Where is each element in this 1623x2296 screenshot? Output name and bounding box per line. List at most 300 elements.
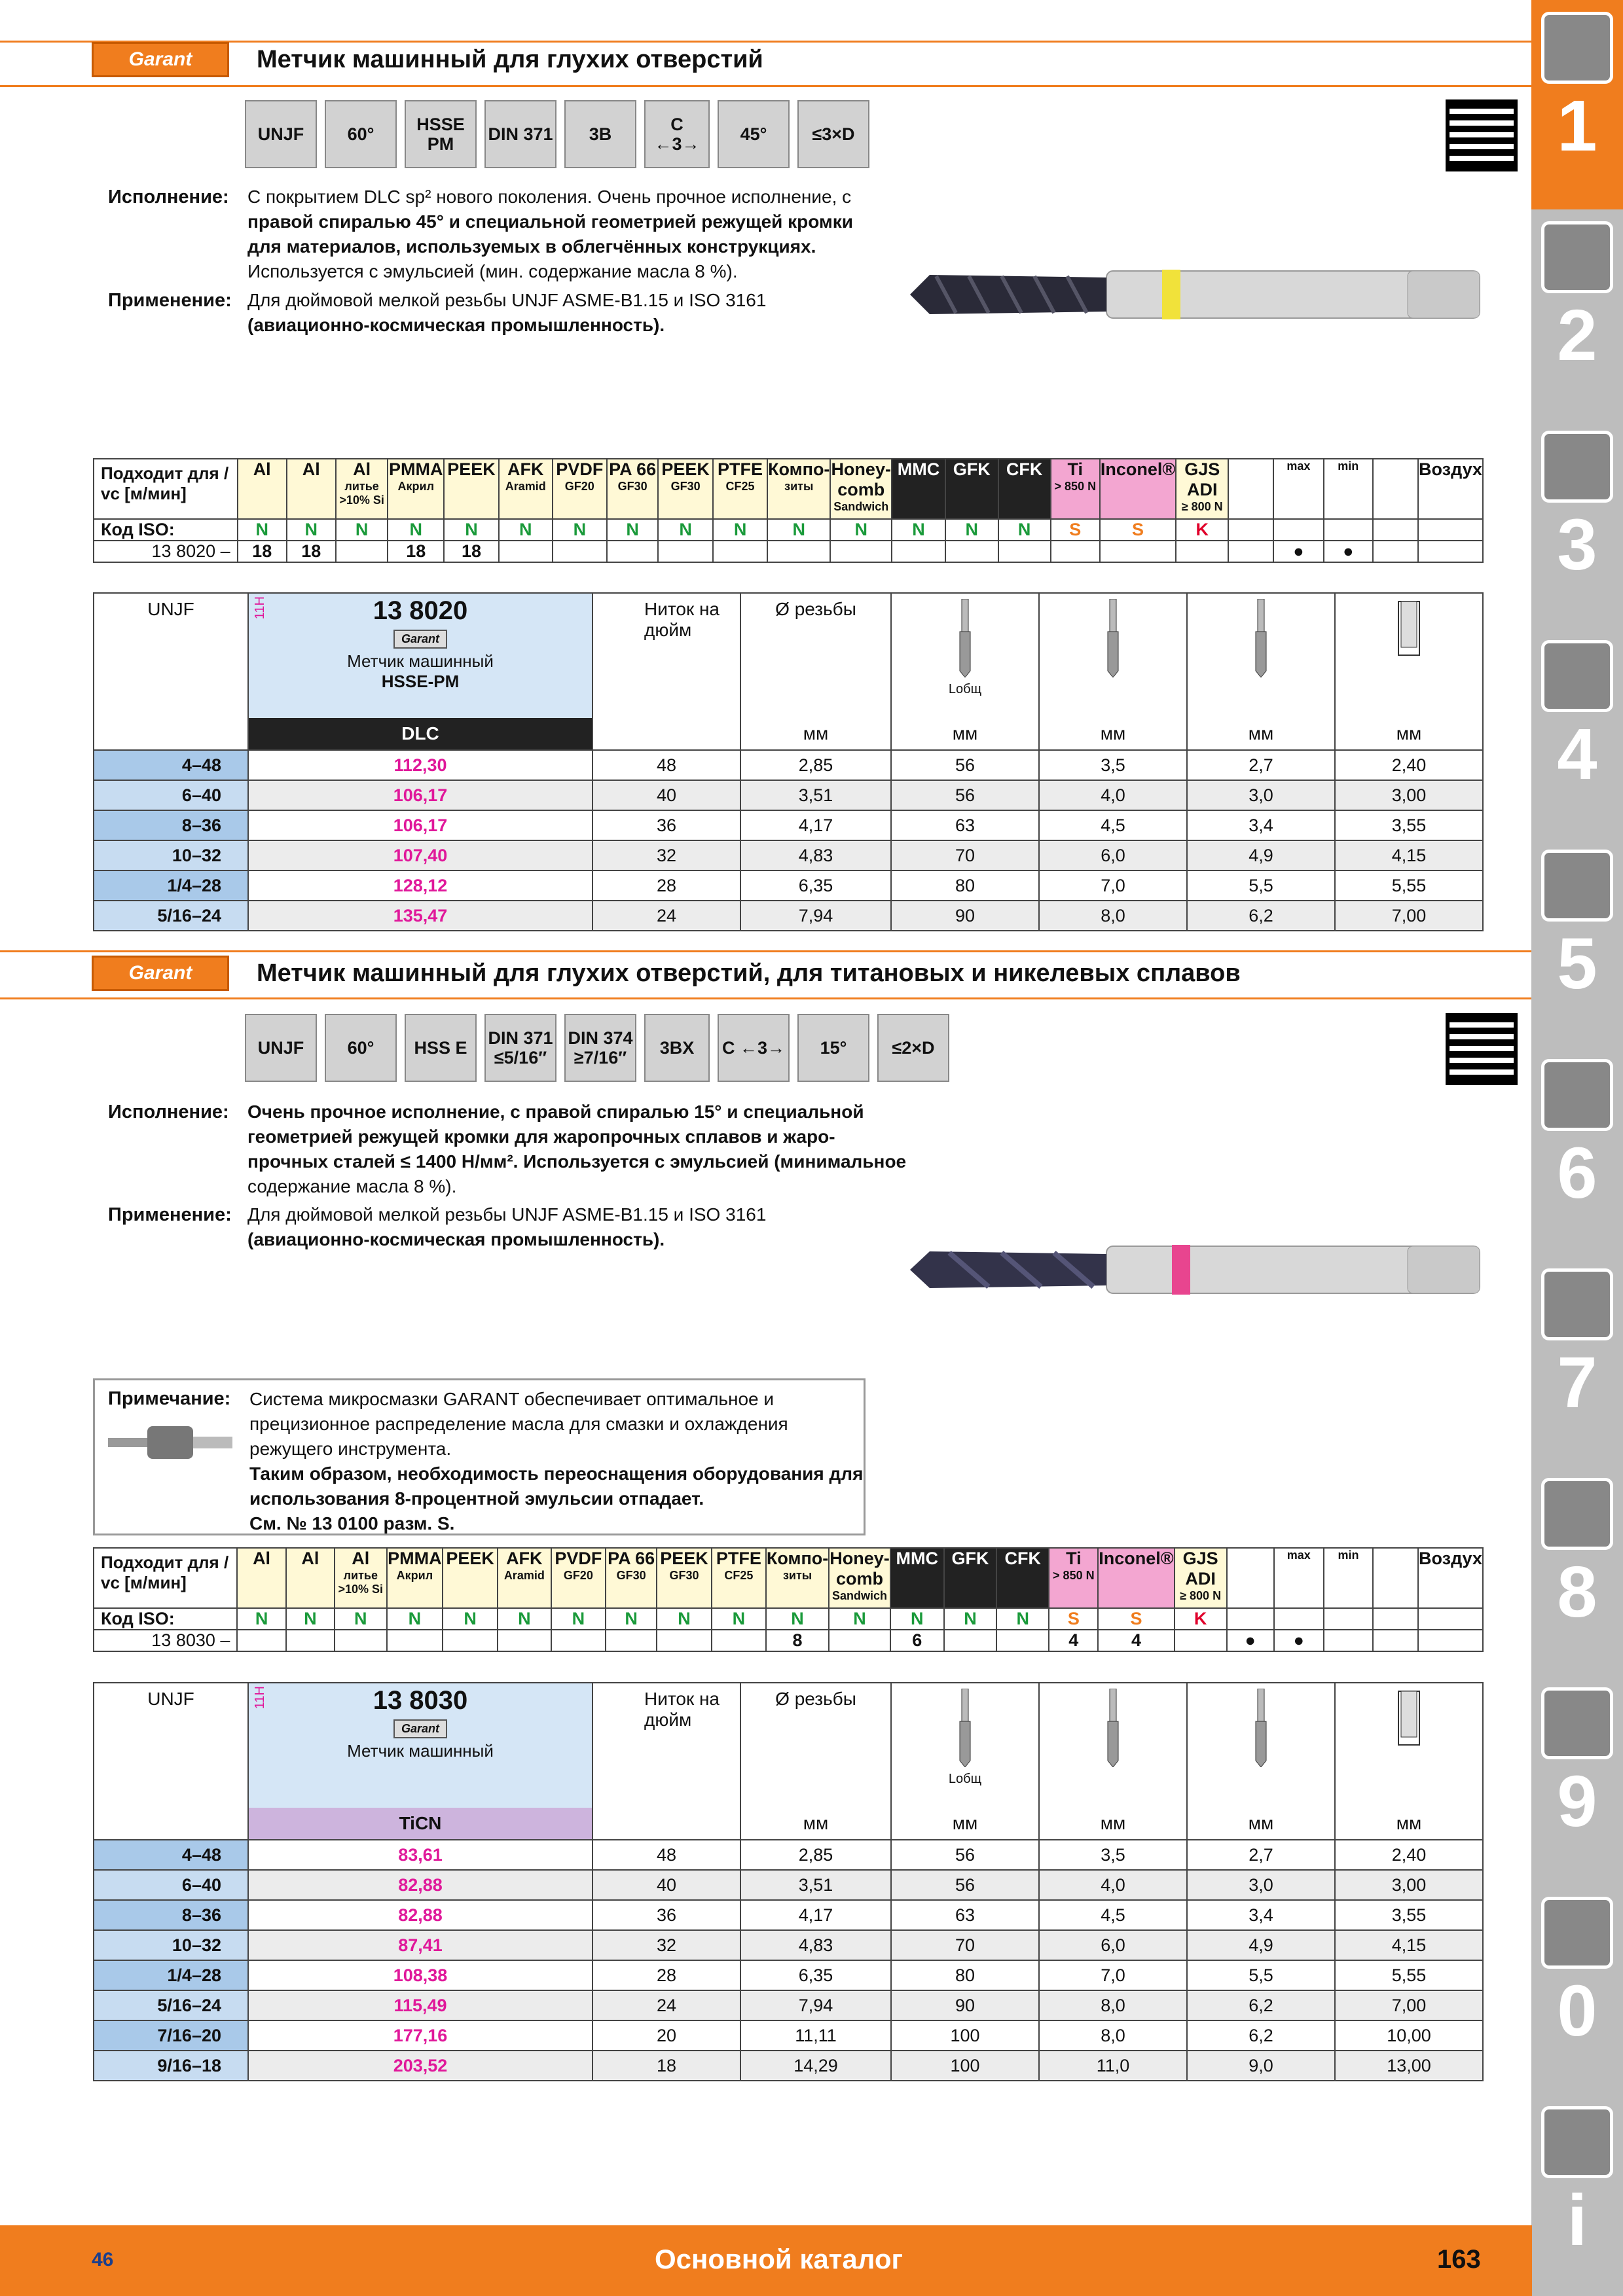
price: 82,88 xyxy=(248,1870,593,1900)
page-number-left: 46 xyxy=(92,2249,114,2270)
iso-code xyxy=(1227,1608,1274,1630)
lubrication-system-image xyxy=(108,1420,232,1465)
iso-code: N xyxy=(336,519,388,541)
material-header: PVDF GF20 xyxy=(553,459,608,519)
value-cell: 6,0 xyxy=(1039,840,1187,870)
exec-line: С покрытием DLC sp² нового поколения. Очень прочное исполнение, с xyxy=(247,187,852,207)
value-cell: 5,5 xyxy=(1187,870,1335,901)
chapter-tab[interactable] xyxy=(1538,419,1616,615)
exec-line: геометрией режущей кромки для жаропрочных сплавов и жаро- xyxy=(247,1126,835,1147)
article-label: 13 8030 – xyxy=(94,1630,237,1651)
iso-code: N xyxy=(553,519,608,541)
chapter-number: i xyxy=(1567,2180,1588,2261)
tap-dimension-icon xyxy=(1251,599,1271,677)
price: 112,30 xyxy=(248,750,593,780)
value-cell: 28 xyxy=(593,870,740,901)
exec-line: Очень прочное исполнение, с правой спиралью 15° и специальной xyxy=(247,1102,864,1122)
shank-header xyxy=(1039,593,1187,750)
value-cell: 2,7 xyxy=(1187,1840,1335,1870)
iso-code: K xyxy=(1176,519,1228,541)
value-cell: 6,2 xyxy=(1187,901,1335,931)
chapter-icon xyxy=(1541,640,1613,712)
suitable-label: Подходит для / vc [м/мин] xyxy=(94,459,238,519)
material-header: Ti > 850 N xyxy=(1051,459,1100,519)
garant-logo: Garant xyxy=(92,42,229,77)
value-cell: 56 xyxy=(891,1870,1039,1900)
material-header: CFK xyxy=(998,459,1051,519)
material-header: max xyxy=(1273,459,1323,519)
material-header: MMC xyxy=(890,1548,944,1608)
material-header: Компо- зиты xyxy=(767,459,830,519)
value-cell: 20 xyxy=(593,2020,740,2051)
table-row xyxy=(94,750,1483,780)
thread-size: 1/4–28 xyxy=(94,1960,248,1990)
note-line: Таким образом, необходимость переоснащения оборудования для xyxy=(249,1463,864,1484)
value-cell: 8,0 xyxy=(1039,901,1187,931)
iso-code: N xyxy=(287,519,336,541)
iso-code: N xyxy=(829,1608,890,1630)
property-icon: ≤3×D xyxy=(797,100,869,168)
material-header: Al xyxy=(237,1548,285,1608)
value-cell: 4,17 xyxy=(740,1900,891,1930)
cutting-speed: ● xyxy=(1273,541,1323,562)
material-header: PMMA Акрил xyxy=(388,459,444,519)
shank-header xyxy=(1187,1683,1335,1840)
value-cell: 32 xyxy=(593,840,740,870)
iso-code: N xyxy=(658,519,713,541)
value-cell: 4,9 xyxy=(1187,1930,1335,1960)
apply-label: Применение: xyxy=(108,290,232,311)
value-cell: 2,85 xyxy=(740,1840,891,1870)
cutting-speed xyxy=(1418,1630,1483,1651)
iso-code: N xyxy=(388,519,444,541)
material-header: GJS ADI ≥ 800 N xyxy=(1176,459,1228,519)
desc-line: Метчик машинный xyxy=(347,1741,494,1761)
product-table xyxy=(93,592,1484,931)
iso-code: N xyxy=(713,519,767,541)
article-number: 13 8030 xyxy=(373,1686,468,1715)
apply-line: (авиационно-космическая промышленность). xyxy=(247,315,665,335)
blind-hole-icon xyxy=(1396,1689,1422,1748)
iso-code xyxy=(1418,1608,1483,1630)
diameter-header: Ø резьбы мм xyxy=(740,1683,891,1840)
tap-dimension-icon xyxy=(955,599,975,677)
value-cell: 70 xyxy=(891,840,1039,870)
price: 115,49 xyxy=(248,1990,593,2020)
cutting-speed xyxy=(712,1630,766,1651)
table-row xyxy=(94,1990,1483,2020)
value-cell: 36 xyxy=(593,1900,740,1930)
table-row xyxy=(94,901,1483,931)
chapter-icon xyxy=(1541,1478,1613,1550)
price: 135,47 xyxy=(248,901,593,931)
iso-code xyxy=(1418,519,1483,541)
price: 106,17 xyxy=(248,810,593,840)
cutting-speed: 18 xyxy=(388,541,444,562)
price: 106,17 xyxy=(248,780,593,810)
iso-code: N xyxy=(286,1608,335,1630)
value-cell: 40 xyxy=(593,1870,740,1900)
chapter-number: 3 xyxy=(1557,505,1597,585)
desc-line: HSSE-PM xyxy=(381,672,460,691)
property-icon: DIN 371 xyxy=(484,100,556,168)
value-cell: 6,35 xyxy=(740,1960,891,1990)
thread-size: 10–32 xyxy=(94,840,248,870)
note-label: Примечание: xyxy=(108,1388,231,1409)
value-cell: 3,5 xyxy=(1039,750,1187,780)
material-header: GJS ADI ≥ 800 N xyxy=(1175,1548,1227,1608)
cutting-speed xyxy=(998,541,1051,562)
chapter-tab[interactable] xyxy=(1538,1885,1616,2081)
price: 108,38 xyxy=(248,1960,593,1990)
material-table xyxy=(93,1547,1484,1652)
value-cell: 3,4 xyxy=(1187,1900,1335,1930)
value-cell: 3,00 xyxy=(1335,780,1483,810)
section-title: Метчик машинный для глухих отверстий xyxy=(257,46,763,73)
value-cell: 2,40 xyxy=(1335,1840,1483,1870)
value-cell: 18 xyxy=(593,2051,740,2081)
thread-size: 6–40 xyxy=(94,780,248,810)
value-cell: 3,4 xyxy=(1187,810,1335,840)
tolerance-label: 11H xyxy=(253,1686,267,1710)
value-cell: 2,40 xyxy=(1335,750,1483,780)
unit-label: мм xyxy=(1100,723,1126,744)
cutting-speed xyxy=(606,1630,657,1651)
value-cell: 56 xyxy=(891,750,1039,780)
total-length-label: Lобщ xyxy=(948,1772,982,1786)
iso-code: S xyxy=(1049,1608,1098,1630)
material-header: Компо- зиты xyxy=(766,1548,829,1608)
value-cell: 4,83 xyxy=(740,1930,891,1960)
value-cell: 5,55 xyxy=(1335,870,1483,901)
value-cell: 3,51 xyxy=(740,1870,891,1900)
iso-code: N xyxy=(892,519,945,541)
chapter-icon xyxy=(1541,1687,1613,1759)
table-row xyxy=(94,1870,1483,1900)
footer xyxy=(0,2225,1532,2296)
exec-label: Исполнение: xyxy=(108,187,229,207)
price: 107,40 xyxy=(248,840,593,870)
unit-label: мм xyxy=(1396,723,1422,744)
apply-text xyxy=(247,1202,766,1252)
table-row xyxy=(94,1930,1483,1960)
unit-label: мм xyxy=(952,723,978,744)
table-row xyxy=(94,1900,1483,1930)
iso-code: N xyxy=(387,1608,443,1630)
value-cell: 4,0 xyxy=(1039,1870,1187,1900)
value-cell: 2,85 xyxy=(740,750,891,780)
cutting-speed xyxy=(1418,541,1483,562)
value-cell: 4,15 xyxy=(1335,1930,1483,1960)
iso-code: S xyxy=(1098,1608,1174,1630)
cutting-speed xyxy=(237,1630,285,1651)
thread-size: 10–32 xyxy=(94,1930,248,1960)
shank-header xyxy=(1039,1683,1187,1840)
price: 128,12 xyxy=(248,870,593,901)
chapter-number: 0 xyxy=(1557,1971,1597,2051)
value-cell: 4,5 xyxy=(1039,810,1187,840)
value-cell: 4,9 xyxy=(1187,840,1335,870)
cutting-speed: 4 xyxy=(1098,1630,1174,1651)
material-header xyxy=(1227,1548,1274,1608)
material-header: PEEK xyxy=(443,1548,498,1608)
tap-image xyxy=(910,262,1486,327)
material-header: AFK Aramid xyxy=(498,1548,551,1608)
cutting-speed xyxy=(1373,1630,1418,1651)
property-icon: UNJF xyxy=(245,100,317,168)
table-row xyxy=(94,2051,1483,2081)
tap-dimension-icon xyxy=(1103,599,1123,677)
material-header: GFK xyxy=(944,1548,996,1608)
material-header: PMMA Акрил xyxy=(387,1548,443,1608)
material-header: min xyxy=(1324,1548,1373,1608)
threads-header: Ниток на дюйм xyxy=(593,1683,740,1840)
thread-size: 5/16–24 xyxy=(94,901,248,931)
value-cell: 7,0 xyxy=(1039,870,1187,901)
property-icon: C ←3→ xyxy=(644,100,710,168)
note-box xyxy=(93,1378,866,1535)
iso-code: N xyxy=(606,1608,657,1630)
chapter-icon xyxy=(1541,1059,1613,1131)
iso-code: N xyxy=(766,1608,829,1630)
chapter-number: 7 xyxy=(1557,1342,1597,1423)
article-label: 13 8020 – xyxy=(94,541,238,562)
iso-code xyxy=(1228,519,1273,541)
article-number: 13 8020 xyxy=(373,596,468,625)
length-header xyxy=(891,593,1039,750)
iso-code xyxy=(1324,1608,1373,1630)
material-header: Honey-comb Sandwich xyxy=(829,1548,890,1608)
tap-image xyxy=(910,1237,1486,1302)
property-icon: HSSE PM xyxy=(405,100,477,168)
value-cell: 3,0 xyxy=(1187,780,1335,810)
property-icon: 3BX xyxy=(644,1014,710,1082)
value-cell: 3,00 xyxy=(1335,1870,1483,1900)
iso-code: N xyxy=(607,519,658,541)
value-cell: 6,2 xyxy=(1187,1990,1335,2020)
garant-logo: Garant xyxy=(393,1719,447,1738)
iso-code: N xyxy=(767,519,830,541)
material-header: Воздух xyxy=(1418,1548,1483,1608)
threads-header: Ниток на дюйм xyxy=(593,593,740,750)
chapter-tab[interactable] xyxy=(1538,628,1616,825)
chapter-icon xyxy=(1541,2106,1613,2178)
iso-code: N xyxy=(657,1608,712,1630)
chapter-number: 6 xyxy=(1557,1133,1597,1213)
value-cell: 70 xyxy=(891,1930,1039,1960)
property-icon: C ←3→ xyxy=(718,1014,790,1082)
exec-line: содержание масла 8 %). xyxy=(247,1176,457,1196)
value-cell: 28 xyxy=(593,1960,740,1990)
iso-code: N xyxy=(443,1608,498,1630)
thread-size: 1/4–28 xyxy=(94,870,248,901)
chapter-tab[interactable] xyxy=(1538,1466,1616,1662)
unit-label: мм xyxy=(1396,1813,1422,1833)
section-title: Метчик машинный для глухих отверстий, для титановых и никелевых сплавов xyxy=(257,960,1241,987)
iso-code: N xyxy=(712,1608,766,1630)
value-cell: 8,0 xyxy=(1039,1990,1187,2020)
diameter-header: Ø резьбы мм xyxy=(740,593,891,750)
cutting-speed xyxy=(892,541,945,562)
tap-dimension-icon xyxy=(955,1689,975,1767)
value-cell: 3,0 xyxy=(1187,1870,1335,1900)
material-header: PA 66 GF30 xyxy=(607,459,658,519)
material-header: PEEK GF30 xyxy=(657,1548,712,1608)
thread-size: 8–36 xyxy=(94,810,248,840)
value-cell: 36 xyxy=(593,810,740,840)
iso-code: N xyxy=(335,1608,387,1630)
material-table xyxy=(93,458,1484,563)
garant-logo: Garant xyxy=(393,630,447,649)
iso-code: N xyxy=(551,1608,606,1630)
cutting-speed xyxy=(1228,541,1273,562)
cutting-speed xyxy=(1373,541,1418,562)
title-rule xyxy=(0,85,1532,87)
property-icon: DIN 374 ≥7/16″ xyxy=(564,1014,636,1082)
value-cell: 63 xyxy=(891,1900,1039,1930)
material-header: PA 66 GF30 xyxy=(606,1548,657,1608)
material-header: Ti > 850 N xyxy=(1049,1548,1098,1608)
cutting-speed: 18 xyxy=(287,541,336,562)
thread-size: 4–48 xyxy=(94,1840,248,1870)
iso-code: N xyxy=(945,519,998,541)
value-cell: 100 xyxy=(891,2020,1039,2051)
material-header: max xyxy=(1274,1548,1324,1608)
material-header: Воздух xyxy=(1418,459,1483,519)
material-header xyxy=(1228,459,1273,519)
iso-code: N xyxy=(830,519,892,541)
value-cell: 24 xyxy=(593,1990,740,2020)
cutting-speed xyxy=(335,1630,387,1651)
value-cell: 14,29 xyxy=(740,2051,891,2081)
cutting-speed xyxy=(657,1630,712,1651)
cutting-speed: ● xyxy=(1274,1630,1324,1651)
suitable-label: Подходит для / vc [м/мин] xyxy=(94,1548,237,1608)
iso-code: N xyxy=(237,1608,285,1630)
cutting-speed: 18 xyxy=(444,541,499,562)
note-line: режущего инструмента. xyxy=(249,1439,452,1459)
iso-code xyxy=(1373,519,1418,541)
property-icon: 60° xyxy=(325,100,397,168)
price: 87,41 xyxy=(248,1930,593,1960)
chapter-icon xyxy=(1541,431,1613,503)
value-cell: 13,00 xyxy=(1335,2051,1483,2081)
table-row xyxy=(94,870,1483,901)
coating-label: DLC xyxy=(249,718,592,749)
chapter-number: 5 xyxy=(1557,924,1597,1004)
chapter-tab[interactable] xyxy=(1538,838,1616,1034)
chapter-tab[interactable] xyxy=(1538,1676,1616,1872)
property-icon: ≤2×D xyxy=(877,1014,949,1082)
catalog-title: Основной каталог xyxy=(655,2244,903,2274)
iso-code: N xyxy=(890,1608,944,1630)
unit-label: мм xyxy=(803,723,829,744)
value-cell: 5,55 xyxy=(1335,1960,1483,1990)
exec-line: правой спиралью 45° и специальной геометрией режущей кромки xyxy=(247,211,853,232)
cutting-speed xyxy=(713,541,767,562)
iso-code: K xyxy=(1175,1608,1227,1630)
iso-code: S xyxy=(1051,519,1100,541)
property-icon: DIN 371 ≤5/16″ xyxy=(484,1014,556,1082)
property-icon: 60° xyxy=(325,1014,397,1082)
apply-label: Применение: xyxy=(108,1204,232,1225)
unit-label: мм xyxy=(1100,1813,1126,1833)
value-cell: 40 xyxy=(593,780,740,810)
total-length-label: Lобщ xyxy=(948,682,982,696)
garant-logo: Garant xyxy=(92,956,229,991)
cutting-speed xyxy=(1175,1630,1227,1651)
thread-size: 8–36 xyxy=(94,1900,248,1930)
material-header: PTFE CF25 xyxy=(713,459,767,519)
thread-size: 5/16–24 xyxy=(94,1990,248,2020)
cutting-speed xyxy=(1324,1630,1373,1651)
material-header: Inconel® xyxy=(1100,459,1176,519)
chapter-icon xyxy=(1541,850,1613,922)
price: 83,61 xyxy=(248,1840,593,1870)
value-cell: 10,00 xyxy=(1335,2020,1483,2051)
exec-label: Исполнение: xyxy=(108,1102,229,1122)
material-header: Inconel® xyxy=(1098,1548,1174,1608)
tap-dimension-icon xyxy=(1251,1689,1271,1767)
cutting-speed xyxy=(336,541,388,562)
chapter-icon xyxy=(1541,221,1613,293)
material-header: AFK Aramid xyxy=(499,459,553,519)
value-cell: 3,5 xyxy=(1039,1840,1187,1870)
value-cell: 7,94 xyxy=(740,1990,891,2020)
article-header xyxy=(248,593,593,750)
value-cell: 56 xyxy=(891,780,1039,810)
value-cell: 11,0 xyxy=(1039,2051,1187,2081)
unit-label: мм xyxy=(1248,723,1274,744)
article-header xyxy=(248,1683,593,1840)
product-table xyxy=(93,1682,1484,2081)
cutting-speed: 6 xyxy=(890,1630,944,1651)
iso-code: N xyxy=(944,1608,996,1630)
title-rule xyxy=(0,997,1532,999)
material-header: Al xyxy=(287,459,336,519)
chapter-icon xyxy=(1541,1897,1613,1969)
chapter-tab[interactable] xyxy=(1538,1257,1616,1453)
chapter-number: 8 xyxy=(1557,1552,1597,1632)
material-header xyxy=(1373,459,1418,519)
iso-code xyxy=(1324,519,1373,541)
value-cell: 4,17 xyxy=(740,810,891,840)
material-header: MMC xyxy=(892,459,945,519)
shank-header xyxy=(1187,593,1335,750)
size-header: UNJF xyxy=(94,1683,248,1840)
value-cell: 3,51 xyxy=(740,780,891,810)
chapter-number: 1 xyxy=(1557,86,1597,166)
thread-size: 9/16–18 xyxy=(94,2051,248,2081)
chapter-tab[interactable] xyxy=(1538,1047,1616,1244)
apply-line: Для дюймовой мелкой резьбы UNJF ASME-B1.15 и ISO 3161 xyxy=(247,290,767,310)
iso-code: N xyxy=(444,519,499,541)
value-cell: 3,55 xyxy=(1335,1900,1483,1930)
property-icon: UNJF xyxy=(245,1014,317,1082)
value-cell: 2,7 xyxy=(1187,750,1335,780)
table-row xyxy=(94,1840,1483,1870)
chapter-tab[interactable] xyxy=(1531,0,1623,209)
blind-hole-icon xyxy=(1396,599,1422,658)
cutting-speed xyxy=(996,1630,1049,1651)
qr-code xyxy=(1446,1013,1518,1085)
cutting-speed xyxy=(829,1630,890,1651)
iso-label: Код ISO: xyxy=(94,519,238,541)
material-header: Al xyxy=(238,459,287,519)
chapter-tab[interactable] xyxy=(1538,209,1616,406)
tolerance-label: 11H xyxy=(253,596,267,620)
chapter-tab[interactable] xyxy=(1538,2094,1616,2291)
